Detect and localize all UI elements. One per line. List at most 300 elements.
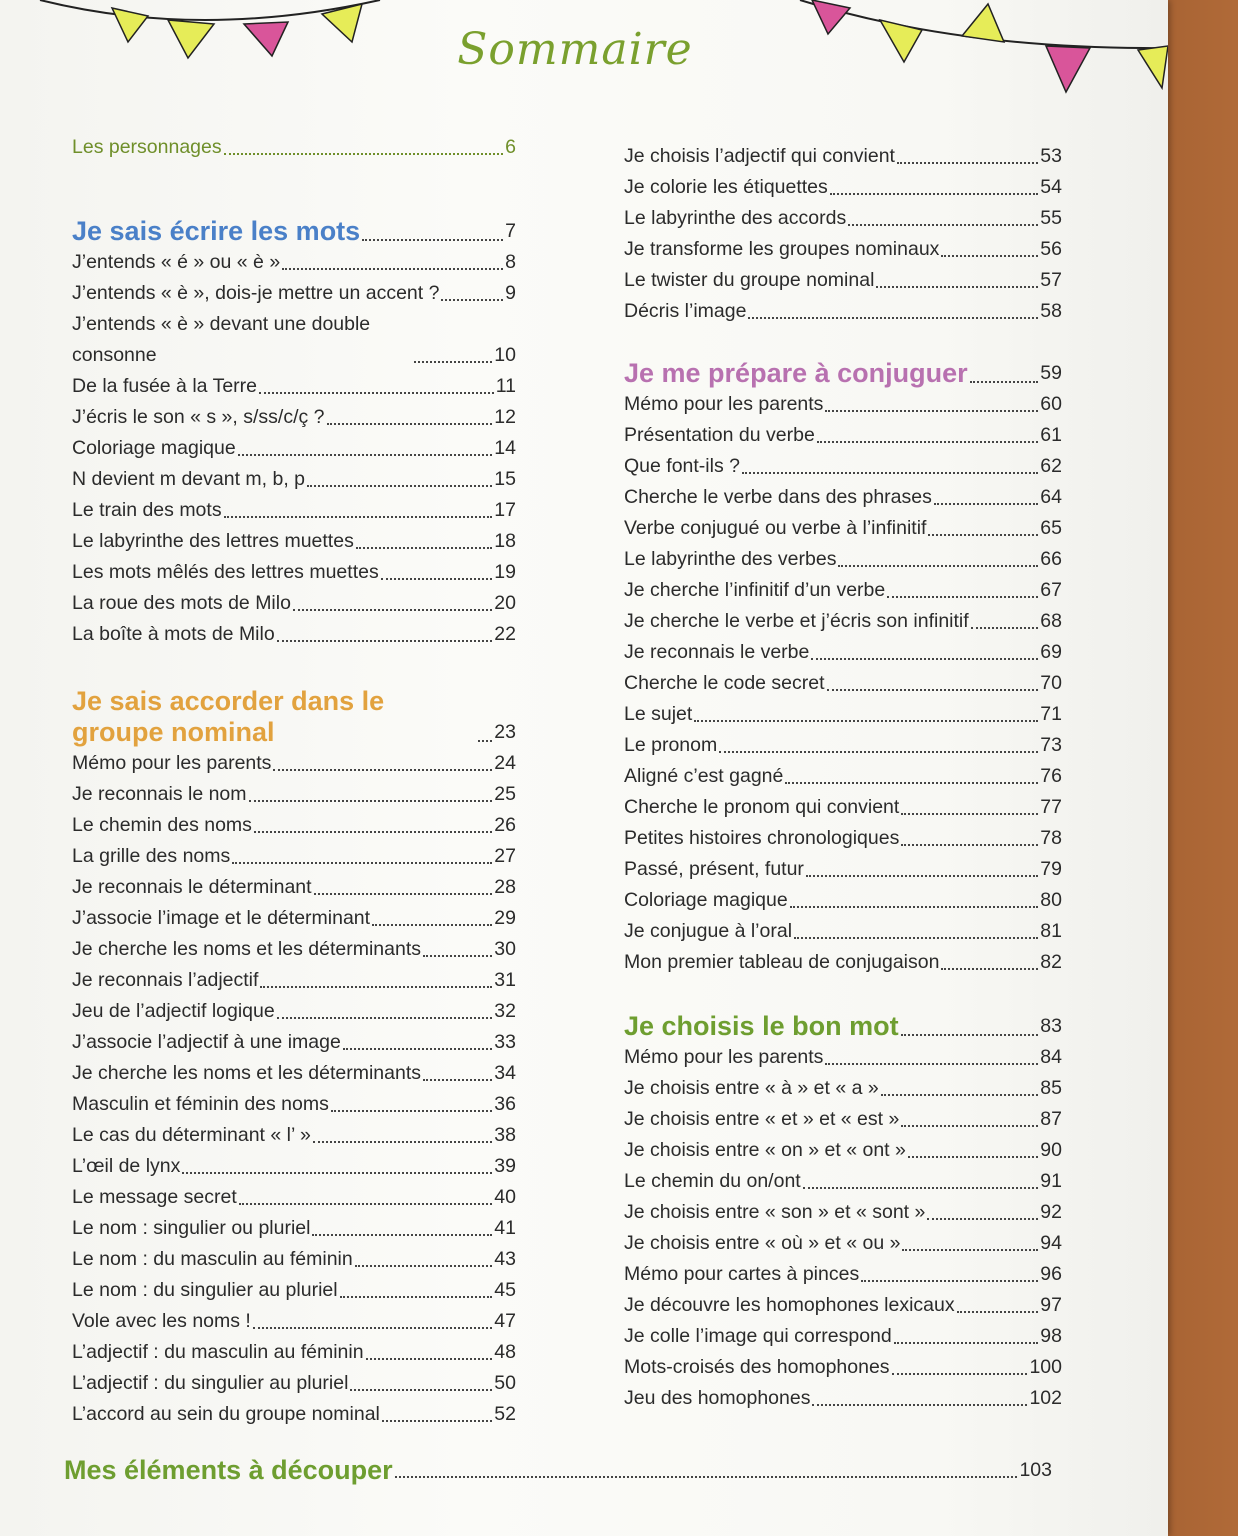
entry-title: Coloriage magique [72, 437, 236, 459]
entry-title: Je reconnais l’adjectif [72, 969, 259, 991]
leader-dots [892, 1373, 1028, 1375]
toc-footer-entry [64, 1455, 1052, 1486]
toc-entry [72, 402, 516, 433]
leader-dots [259, 392, 494, 394]
leader-dots [825, 410, 1038, 412]
entry-title: Je choisis entre « et » et « est » [624, 1108, 900, 1130]
entry-page: 27 [494, 845, 516, 867]
leader-dots [970, 381, 1039, 383]
toc-entry [72, 1368, 516, 1399]
entry-title: Mémo pour cartes à pinces [624, 1263, 860, 1285]
toc-entry [72, 464, 516, 495]
leader-dots [343, 1048, 492, 1050]
entry-page: 45 [494, 1279, 516, 1301]
toc-entry [72, 872, 516, 903]
toc-entry [624, 1135, 1062, 1166]
leader-dots [971, 627, 1039, 629]
leader-dots [253, 1327, 492, 1329]
entry-page: 85 [1040, 1077, 1062, 1099]
toc-entry [624, 203, 1062, 234]
leader-dots [260, 986, 492, 988]
entry-title: Mémo pour les parents [624, 1046, 824, 1068]
toc-entry [72, 1213, 516, 1244]
leader-dots [748, 317, 1038, 319]
leader-dots [876, 286, 1038, 288]
entry-title: L’accord au sein du groupe nominal [72, 1403, 380, 1425]
toc-entry [72, 1058, 516, 1089]
leader-dots [927, 1218, 1038, 1220]
entry-title: Masculin et féminin des noms [72, 1093, 329, 1115]
leader-dots [273, 769, 492, 771]
toc-entry [624, 699, 1062, 730]
entry-title: J’entends « è » devant une double consonne [72, 313, 371, 366]
footer-title: Mes éléments à découper [64, 1455, 393, 1485]
toc-entry [624, 1104, 1062, 1135]
entry-page: 15 [494, 468, 516, 490]
leader-dots [182, 1172, 492, 1174]
leader-dots [908, 1156, 1038, 1158]
toc-entry [624, 389, 1062, 420]
leader-dots [224, 516, 493, 518]
entry-title: Je sais accorder dans le groupe nominal [72, 686, 385, 747]
leader-dots [817, 441, 1039, 443]
entry-title: De la fusée à la Terre [72, 375, 257, 397]
toc-entry [624, 854, 1062, 885]
toc-entry [624, 916, 1062, 947]
entry-title: J’associe l’image et le déterminant [72, 907, 371, 929]
entry-title: Je cherche le verbe et j’écris son infinitif [624, 610, 969, 632]
entry-page: 79 [1040, 858, 1062, 880]
toc-entry [72, 1027, 516, 1058]
entry-page: 80 [1040, 889, 1062, 911]
toc-entry [72, 619, 516, 650]
entry-page: 71 [1040, 703, 1062, 725]
entry-page: 87 [1040, 1108, 1062, 1130]
leader-dots [830, 193, 1039, 195]
entry-page: 58 [1040, 300, 1062, 322]
entry-title: L’œil de lynx [72, 1155, 181, 1177]
entry-title: Le cas du déterminant « l’ » [72, 1124, 311, 1146]
entry-page: 40 [494, 1186, 516, 1208]
entry-title: Je choisis entre « à » et « a » [624, 1077, 879, 1099]
leader-dots [790, 906, 1039, 908]
entry-page: 8 [505, 251, 516, 273]
leader-dots [293, 609, 492, 611]
entry-page: 33 [494, 1031, 516, 1053]
toc-entry [72, 965, 516, 996]
entry-page: 6 [505, 136, 516, 158]
entry-page: 55 [1040, 207, 1062, 229]
entry-title: Je choisis entre « son » et « sont » [624, 1201, 926, 1223]
entry-title: Je choisis le bon mot [624, 1011, 899, 1041]
leader-dots [901, 1034, 1039, 1036]
entry-title: Je reconnais le nom [72, 783, 247, 805]
entry-page: 10 [494, 344, 516, 366]
toc-entry [624, 1290, 1062, 1321]
entry-page: 57 [1040, 269, 1062, 291]
entry-page: 9 [505, 282, 516, 304]
entry-title: Le labyrinthe des accords [624, 207, 847, 229]
leader-dots [312, 1234, 492, 1236]
entry-page: 68 [1040, 610, 1062, 632]
toc-entry [624, 823, 1062, 854]
leader-dots [441, 299, 503, 301]
entry-page: 100 [1029, 1356, 1062, 1378]
entry-title: Le nom : singulier ou pluriel [72, 1217, 311, 1239]
entry-title: L’adjectif : du masculin au féminin [72, 1341, 364, 1363]
entry-page: 39 [494, 1155, 516, 1177]
entry-page: 12 [494, 406, 516, 428]
toc-entry [72, 748, 516, 779]
toc-entry [72, 1306, 516, 1337]
entry-title: Je transforme les groupes nominaux [624, 238, 940, 260]
entry-title: Je colorie les étiquettes [624, 176, 828, 198]
entry-title: Mots-croisés des homophones [624, 1356, 890, 1378]
entry-title: J’écris le son « s », s/ss/c/ç ? [72, 406, 325, 428]
entry-title: Vole avec les noms ! [72, 1310, 251, 1332]
entry-title: Présentation du verbe [624, 424, 815, 446]
leader-dots [356, 547, 492, 549]
entry-page: 84 [1040, 1046, 1062, 1068]
leader-dots [381, 578, 493, 580]
leader-dots [366, 1358, 493, 1360]
entry-title: J’entends « è », dois-je mettre un accent ? [72, 282, 440, 304]
toc-entry [624, 606, 1062, 637]
entry-page: 61 [1040, 424, 1062, 446]
leader-dots [372, 924, 492, 926]
section-heading [624, 1011, 1062, 1042]
page-title: Sommaire [457, 24, 693, 75]
entry-title: Je conjugue à l’oral [624, 920, 793, 942]
leader-dots [887, 596, 1038, 598]
toc-entry [624, 513, 1062, 544]
entry-title: Le labyrinthe des lettres muettes [72, 530, 354, 552]
entry-title: Cherche le verbe dans des phrases [624, 486, 932, 508]
entry-title: La roue des mots de Milo [72, 592, 291, 614]
leader-dots [901, 1125, 1038, 1127]
leader-dots [314, 893, 493, 895]
entry-title: Le nom : du masculin au féminin [72, 1248, 353, 1270]
entry-page: 92 [1040, 1201, 1062, 1223]
entry-page: 66 [1040, 548, 1062, 570]
entry-title: Je cherche les noms et les déterminants [72, 938, 422, 960]
entry-title: Je sais écrire les mots [72, 216, 361, 246]
leader-dots [362, 239, 503, 241]
toc-entry [72, 934, 516, 965]
entry-title: Le sujet [624, 703, 693, 725]
entry-title: Cherche le code secret [624, 672, 825, 694]
entry-title: Coloriage magique [624, 889, 788, 911]
leader-dots [928, 534, 1038, 536]
entry-page: 94 [1040, 1232, 1062, 1254]
entry-title: Que font-ils ? [624, 455, 740, 477]
leader-dots [277, 640, 493, 642]
entry-page: 60 [1040, 393, 1062, 415]
section-heading [72, 216, 516, 247]
leader-dots [382, 1420, 492, 1422]
toc-entry [72, 903, 516, 934]
toc-entry [72, 841, 516, 872]
entry-title: J’entends « é » ou « è » [72, 251, 281, 273]
section-heading [624, 358, 1062, 389]
leader-dots [785, 782, 1038, 784]
leader-dots [934, 503, 1038, 505]
entry-title: La boîte à mots de Milo [72, 623, 275, 645]
toc-entry [72, 1182, 516, 1213]
entry-title: Je colle l’image qui correspond [624, 1325, 892, 1347]
entry-page: 20 [494, 592, 516, 614]
entry-title: Petites histoires chronologiques [624, 827, 900, 849]
entry-page: 48 [494, 1341, 516, 1363]
leader-dots [232, 862, 492, 864]
toc-entry [624, 234, 1062, 265]
entry-page: 28 [494, 876, 516, 898]
leader-dots [811, 658, 1038, 660]
entry-page: 64 [1040, 486, 1062, 508]
toc-entry [72, 1275, 516, 1306]
entry-page: 78 [1040, 827, 1062, 849]
entry-page: 56 [1040, 238, 1062, 260]
toc-entry [72, 132, 516, 163]
toc-entry [624, 420, 1062, 451]
entry-title: J’associe l’adjectif à une image [72, 1031, 341, 1053]
leader-dots [742, 472, 1038, 474]
leader-dots [941, 255, 1038, 257]
toc-entry [72, 495, 516, 526]
toc-entry [72, 1399, 516, 1430]
toc-entry [624, 482, 1062, 513]
leader-dots [719, 751, 1038, 753]
toc-entry [624, 172, 1062, 203]
entry-title: Passé, présent, futur [624, 858, 804, 880]
toc-entry [624, 637, 1062, 668]
entry-page: 59 [1040, 362, 1062, 384]
entry-title: Le pronom [624, 734, 718, 756]
leader-dots [838, 565, 1038, 567]
entry-title: Le labyrinthe des verbes [624, 548, 837, 570]
leader-dots [812, 1404, 1027, 1406]
leader-dots [239, 1203, 493, 1205]
toc-entry [624, 668, 1062, 699]
toc-entry [72, 526, 516, 557]
entry-title: Mémo pour les parents [624, 393, 824, 415]
leader-dots [694, 720, 1038, 722]
entry-title: Mémo pour les parents [72, 752, 272, 774]
toc-entry [72, 588, 516, 619]
toc-entry [72, 371, 516, 402]
entry-title: Je reconnais le verbe [624, 641, 810, 663]
entry-page: 50 [494, 1372, 516, 1394]
entry-page: 30 [494, 938, 516, 960]
toc-entry [72, 1244, 516, 1275]
entry-title: Jeu des homophones [624, 1387, 811, 1409]
toc-entry [624, 792, 1062, 823]
leader-dots [825, 1063, 1038, 1065]
toc-entry [624, 575, 1062, 606]
entry-page: 36 [494, 1093, 516, 1115]
entry-title: Le chemin des noms [72, 814, 252, 836]
entry-page: 38 [494, 1124, 516, 1146]
toc-entry [624, 1383, 1062, 1414]
entry-page: 97 [1040, 1294, 1062, 1316]
entry-page: 29 [494, 907, 516, 929]
entry-page: 53 [1040, 145, 1062, 167]
toc-entry [624, 544, 1062, 575]
entry-title: Je découvre les homophones lexicaux [624, 1294, 955, 1316]
toc-entry [624, 141, 1062, 172]
leader-dots [901, 844, 1038, 846]
entry-page: 34 [494, 1062, 516, 1084]
entry-page: 98 [1040, 1325, 1062, 1347]
toc-entry [624, 730, 1062, 761]
entry-page: 7 [505, 220, 516, 242]
entry-page: 91 [1040, 1170, 1062, 1192]
entry-title: Je me prépare à conjuguer [624, 358, 968, 388]
entry-title: Le chemin du on/ont [624, 1170, 801, 1192]
toc-entry [72, 278, 516, 309]
entry-page: 70 [1040, 672, 1062, 694]
toc-entry [624, 761, 1062, 792]
entry-title: Mon premier tableau de conjugaison [624, 951, 940, 973]
entry-title: Je choisis entre « on » et « ont » [624, 1139, 906, 1161]
entry-page: 65 [1040, 517, 1062, 539]
toc-entry [72, 996, 516, 1027]
leader-dots [894, 1342, 1039, 1344]
entry-title: Je choisis entre « où » et « ou » [624, 1232, 901, 1254]
toc-entry [72, 1089, 516, 1120]
entry-page: 90 [1040, 1139, 1062, 1161]
toc-entry [624, 265, 1062, 296]
toc-entry [72, 1337, 516, 1368]
leader-dots [277, 1017, 493, 1019]
entry-title: Les personnages [72, 136, 222, 158]
entry-page: 67 [1040, 579, 1062, 601]
entry-title: La grille des noms [72, 845, 231, 867]
leader-dots [254, 831, 492, 833]
entry-page: 43 [494, 1248, 516, 1270]
leader-dots [803, 1187, 1039, 1189]
toc-entry [72, 779, 516, 810]
entry-title: Je choisis l’adjectif qui convient [624, 145, 895, 167]
entry-title: Verbe conjugué ou verbe à l’infinitif [624, 517, 927, 539]
footer-page: 103 [1019, 1459, 1052, 1481]
entry-page: 47 [494, 1310, 516, 1332]
leader-dots [794, 937, 1038, 939]
toc-entry [72, 810, 516, 841]
entry-title: L’adjectif : du singulier au pluriel [72, 1372, 349, 1394]
leader-dots [827, 689, 1039, 691]
leader-dots [327, 423, 493, 425]
toc-entry [624, 1321, 1062, 1352]
entry-page: 18 [494, 530, 516, 552]
toc-entry [624, 1042, 1062, 1073]
leader-dots [881, 1094, 1039, 1096]
entry-title: Le train des mots [72, 499, 222, 521]
entry-page: 83 [1040, 1015, 1062, 1037]
toc-entry [624, 1259, 1062, 1290]
leader-dots [861, 1280, 1038, 1282]
toc-right-column [624, 141, 1062, 1414]
entry-page: 41 [494, 1217, 516, 1239]
leader-dots [414, 361, 492, 363]
toc-entry [624, 1166, 1062, 1197]
entry-page: 24 [494, 752, 516, 774]
toc-entry [72, 433, 516, 464]
toc-entry [72, 557, 516, 588]
entry-title: Aligné c’est gagné [624, 765, 784, 787]
entry-page: 17 [494, 499, 516, 521]
leader-dots [282, 268, 503, 270]
entry-page: 96 [1040, 1263, 1062, 1285]
toc-entry [72, 247, 516, 278]
leader-dots [423, 955, 492, 957]
entry-title: Le message secret [72, 1186, 237, 1208]
entry-page: 32 [494, 1000, 516, 1022]
entry-page: 19 [494, 561, 516, 583]
leader-dots [224, 153, 504, 155]
entry-title: Les mots mêlés des lettres muettes [72, 561, 379, 583]
entry-title: Je cherche les noms et les déterminants [72, 1062, 422, 1084]
entry-page: 14 [494, 437, 516, 459]
leader-dots [423, 1079, 492, 1081]
leader-dots [806, 875, 1038, 877]
toc-entry [624, 1197, 1062, 1228]
entry-page: 25 [494, 783, 516, 805]
toc-entry [624, 885, 1062, 916]
entry-page: 102 [1029, 1387, 1062, 1409]
toc-entry [72, 309, 516, 371]
entry-page: 69 [1040, 641, 1062, 663]
entry-title: Le twister du groupe nominal [624, 269, 875, 291]
leader-dots [901, 813, 1038, 815]
leader-dots [848, 224, 1038, 226]
entry-page: 62 [1040, 455, 1062, 477]
leader-dots [313, 1141, 492, 1143]
leader-dots [355, 1265, 493, 1267]
entry-page: 76 [1040, 765, 1062, 787]
leader-dots [902, 1249, 1038, 1251]
toc-entry [624, 947, 1062, 978]
entry-page: 54 [1040, 176, 1062, 198]
entry-page: 77 [1040, 796, 1062, 818]
entry-title: Cherche le pronom qui convient [624, 796, 900, 818]
entry-page: 81 [1040, 920, 1062, 942]
toc-entry [72, 1151, 516, 1182]
leader-dots [897, 162, 1038, 164]
section-heading [72, 686, 516, 748]
leader-dots [238, 454, 493, 456]
entry-page: 52 [494, 1403, 516, 1425]
entry-page: 11 [495, 375, 516, 397]
entry-title: Je reconnais le déterminant [72, 876, 312, 898]
entry-page: 73 [1040, 734, 1062, 756]
leader-dots [331, 1110, 492, 1112]
entry-page: 31 [494, 969, 516, 991]
leader-dots [941, 968, 1038, 970]
entry-title: Le nom : du singulier au pluriel [72, 1279, 338, 1301]
toc-entry [624, 1228, 1062, 1259]
entry-title: Décris l’image [624, 300, 747, 322]
toc-entry [624, 1073, 1062, 1104]
entry-title: N devient m devant m, b, p [72, 468, 306, 490]
leader-dots [350, 1389, 492, 1391]
toc-left-column [72, 132, 516, 1430]
entry-page: 82 [1040, 951, 1062, 973]
leader-dots [395, 1476, 1018, 1478]
leader-dots [957, 1311, 1039, 1313]
leader-dots [249, 800, 493, 802]
toc-entry [72, 1120, 516, 1151]
